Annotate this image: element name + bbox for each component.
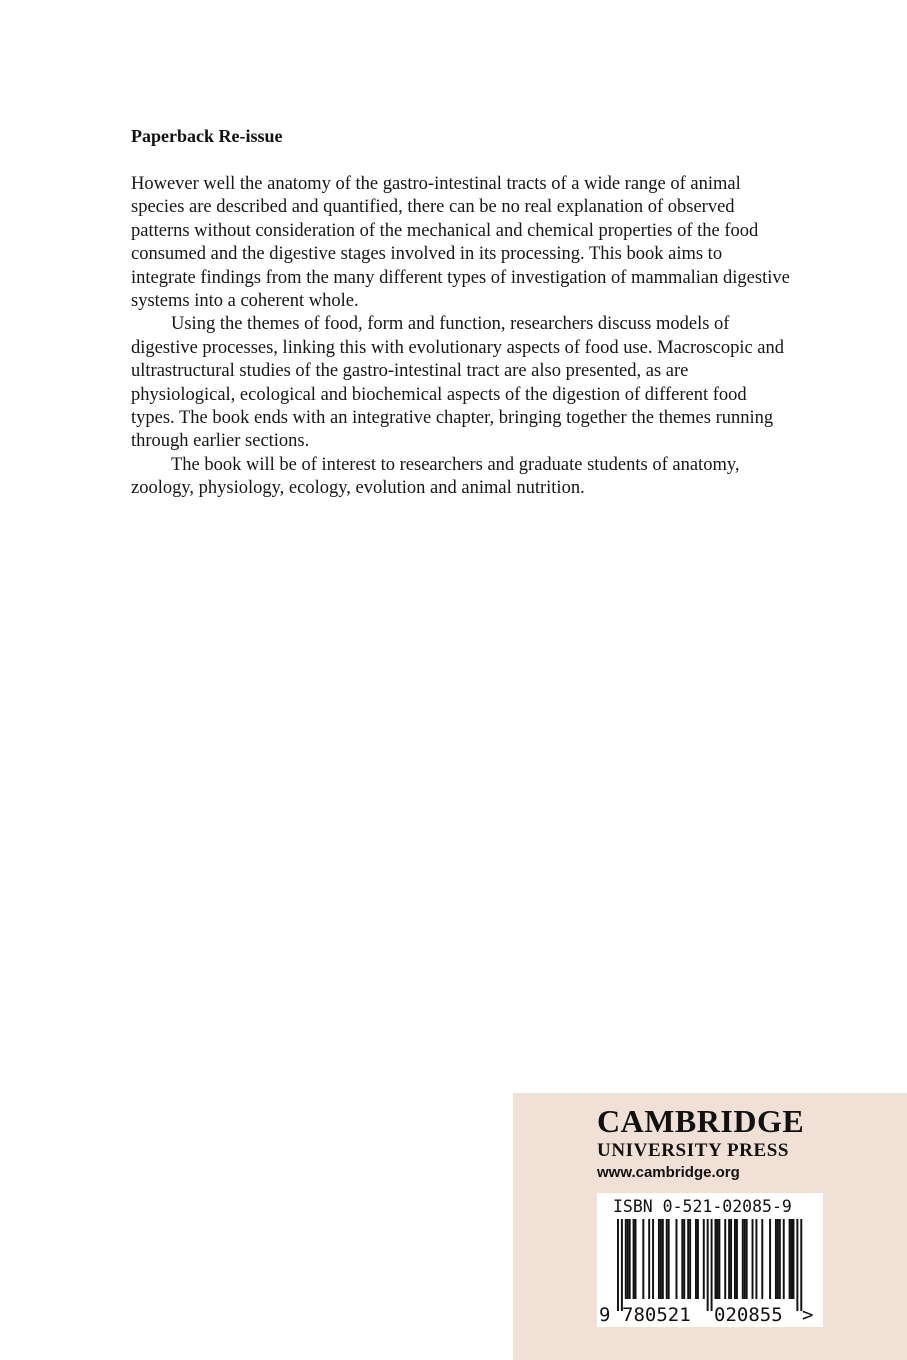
blurb-paragraph-3: The book will be of interest to researchers and graduate students of anatomy, zoology, physiology, ecology, evolution and animal nutrition. xyxy=(131,454,740,499)
barcode-bar xyxy=(711,1219,713,1311)
barcode-bar xyxy=(744,1219,746,1299)
barcode-bar xyxy=(730,1219,732,1299)
barcode-bar xyxy=(793,1219,795,1299)
reissue-heading: Paperback Re-issue xyxy=(131,126,283,146)
barcode-bar xyxy=(779,1219,781,1299)
barcode-bars xyxy=(617,1219,802,1311)
barcode-bar xyxy=(796,1219,798,1311)
barcode xyxy=(597,1193,823,1327)
barcode-bar xyxy=(617,1219,619,1311)
barcode-bar xyxy=(689,1219,691,1299)
blurb-paragraph-2: Using the themes of food, form and function, researchers discuss models of digestive processes, linking this with evolutionary aspects of food use. Macroscopic and ultrastructural studies of the gastro-intestinal tract are also presented, as are physiological, ecological and biochemical aspects of the digestion of different food types. The book ends with an integrative chapter, bringing together the themes running through earlier sections. xyxy=(131,314,785,452)
barcode-bar xyxy=(718,1219,720,1299)
barcode-left-digits: 780521 xyxy=(622,1304,691,1326)
barcode-bar xyxy=(728,1219,730,1299)
barcode-bar xyxy=(681,1219,683,1299)
barcode-bar xyxy=(658,1219,660,1299)
barcode-bar xyxy=(791,1219,793,1299)
barcode-bar xyxy=(736,1219,738,1299)
publisher-subname: UNIVERSITY PRESS xyxy=(597,1140,790,1161)
barcode-quiet-marker: > xyxy=(802,1304,814,1326)
barcode-bar xyxy=(652,1219,654,1299)
barcode-bar xyxy=(697,1219,699,1299)
barcode-bar xyxy=(642,1219,644,1299)
barcode-bar xyxy=(755,1219,757,1299)
barcode-bar xyxy=(734,1219,736,1299)
barcode-bar xyxy=(777,1219,779,1299)
isbn-label: ISBN 0-521-02085-9 xyxy=(613,1197,792,1216)
publisher-box xyxy=(513,1093,907,1360)
barcode-bar xyxy=(695,1219,697,1299)
barcode-bar xyxy=(703,1219,705,1299)
barcode-bar xyxy=(621,1219,623,1311)
barcode-right-digits: 020855 xyxy=(714,1304,783,1326)
barcode-bar xyxy=(775,1219,777,1299)
barcode-bar xyxy=(707,1219,709,1311)
barcode-bar xyxy=(676,1219,678,1299)
barcode-bar xyxy=(746,1219,748,1299)
barcode-bar xyxy=(687,1219,689,1299)
barcode-bar xyxy=(783,1219,785,1299)
barcode-bar xyxy=(633,1219,635,1299)
barcode-bar xyxy=(648,1219,650,1299)
barcode-bar xyxy=(660,1219,662,1299)
barcode-bar xyxy=(635,1219,637,1299)
barcode-bar xyxy=(761,1219,763,1299)
blurb xyxy=(131,173,791,501)
barcode-bar xyxy=(666,1219,668,1299)
barcode-bar xyxy=(752,1219,754,1299)
barcode-panel xyxy=(597,1193,823,1327)
barcode-bar xyxy=(789,1219,791,1299)
barcode-first-digit: 9 xyxy=(599,1304,611,1326)
barcode-bar xyxy=(683,1219,685,1299)
publisher-name: CAMBRIDGE xyxy=(597,1103,805,1139)
barcode-bar xyxy=(724,1219,726,1299)
barcode-bar xyxy=(629,1219,631,1299)
publisher-url: www.cambridge.org xyxy=(597,1164,740,1181)
blurb-paragraph-1: However well the anatomy of the gastro-intestinal tracts of a wide range of animal species are described and quantified, there can be no real explanation of observed patterns without consideration of the mechanical and chemical properties of the food consumed and the digestive stages involved in its processing. This book aims to integrate findings from the many different types of investigation of mammalian digestive systems into a coherent whole. xyxy=(131,174,790,312)
barcode-bar xyxy=(716,1219,718,1299)
barcode-bar xyxy=(662,1219,664,1299)
barcode-bar xyxy=(742,1219,744,1299)
barcode-bar xyxy=(625,1219,627,1299)
barcode-bar xyxy=(715,1219,717,1299)
barcode-bar xyxy=(627,1219,629,1299)
barcode-bar xyxy=(800,1219,802,1311)
barcode-bar xyxy=(769,1219,771,1299)
barcode-bar xyxy=(668,1219,670,1299)
